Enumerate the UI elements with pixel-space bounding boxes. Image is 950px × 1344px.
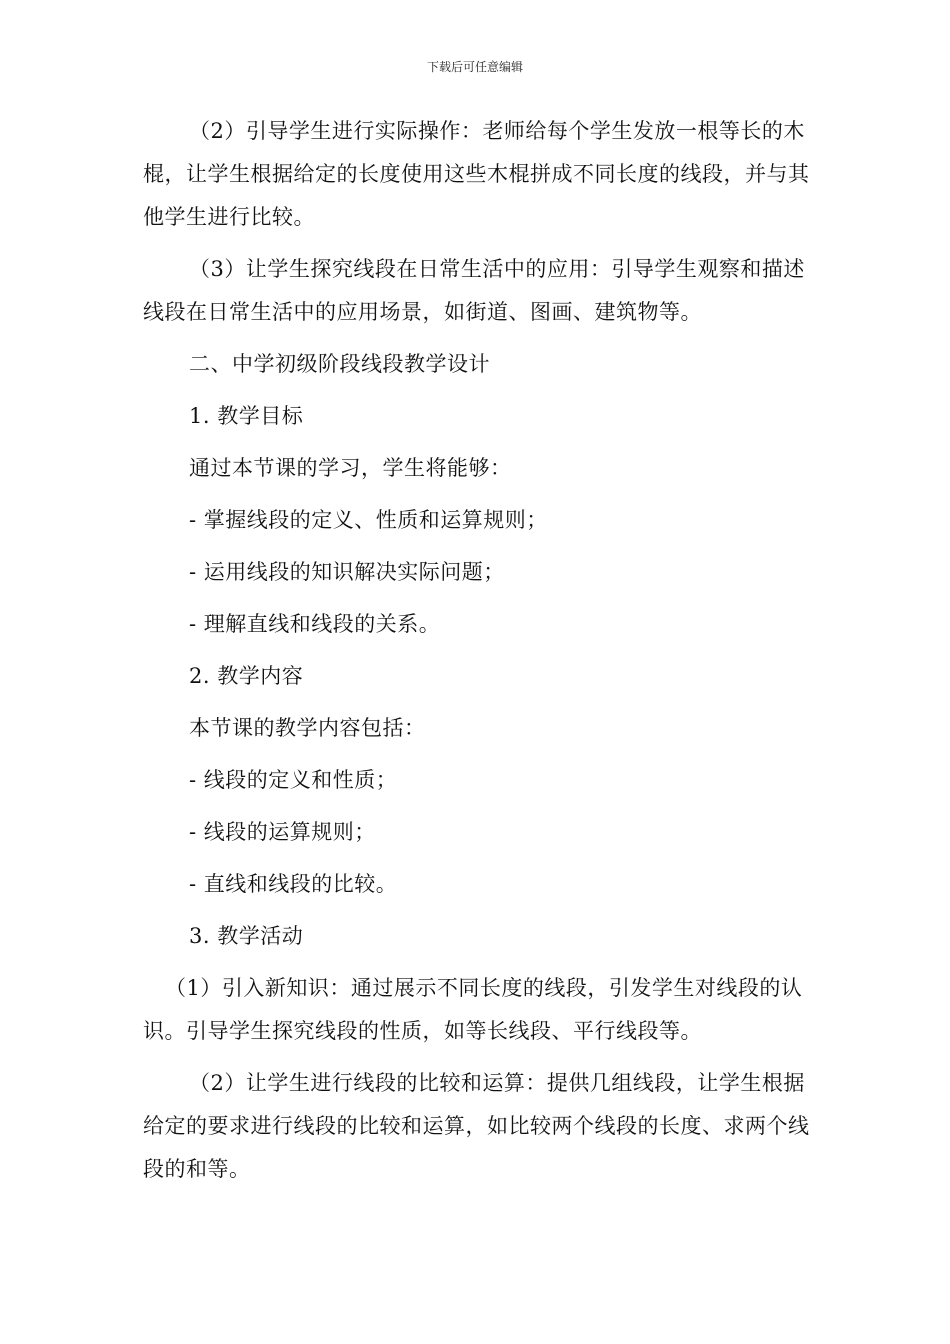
list-item: - 线段的定义和性质； [189,768,398,792]
subheading-activities: 3. 教学活动 [189,924,304,948]
list-item: - 直线和线段的比较。 [189,872,398,896]
document-body [143,110,813,1200]
section-heading: 二、中学初级阶段线段教学设计 [189,352,490,376]
subheading-objectives: 1. 教学目标 [189,404,304,428]
paragraph-activity-2: （2）引导学生进行实际操作：老师给每个学生发放一根等长的木棍，让学生根据给定的长度使用这些木棍拼成不同长度的线段，并与其他学生进行比较。 [143,119,810,229]
list-item: - 运用线段的知识解决实际问题； [189,560,505,584]
list-item: - 理解直线和线段的关系。 [189,612,441,636]
list-item: - 掌握线段的定义、性质和运算规则； [189,508,548,532]
header-note: 下载后可任意编辑 [426,60,523,74]
paragraph-objectives-intro: 通过本节课的学习，学生将能够： [189,456,512,480]
subheading-content: 2. 教学内容 [189,664,304,688]
paragraph-activity-new-1: （1）引入新知识：通过展示不同长度的线段，引发学生对线段的认识。引导学生探究线段的性质，如等长线段、平行线段等。 [143,976,803,1043]
paragraph-activity-3: （3）让学生探究线段在日常生活中的应用：引导学生观察和描述线段在日常生活中的应用场景，如街道、图画、建筑物等。 [143,257,805,324]
list-item: - 线段的运算规则； [189,820,376,844]
paragraph-content-intro: 本节课的教学内容包括： [189,716,426,740]
paragraph-activity-new-2: （2）让学生进行线段的比较和运算：提供几组线段，让学生根据给定的要求进行线段的比较和运算，如比较两个线段的长度、求两个线段的和等。 [143,1071,810,1181]
